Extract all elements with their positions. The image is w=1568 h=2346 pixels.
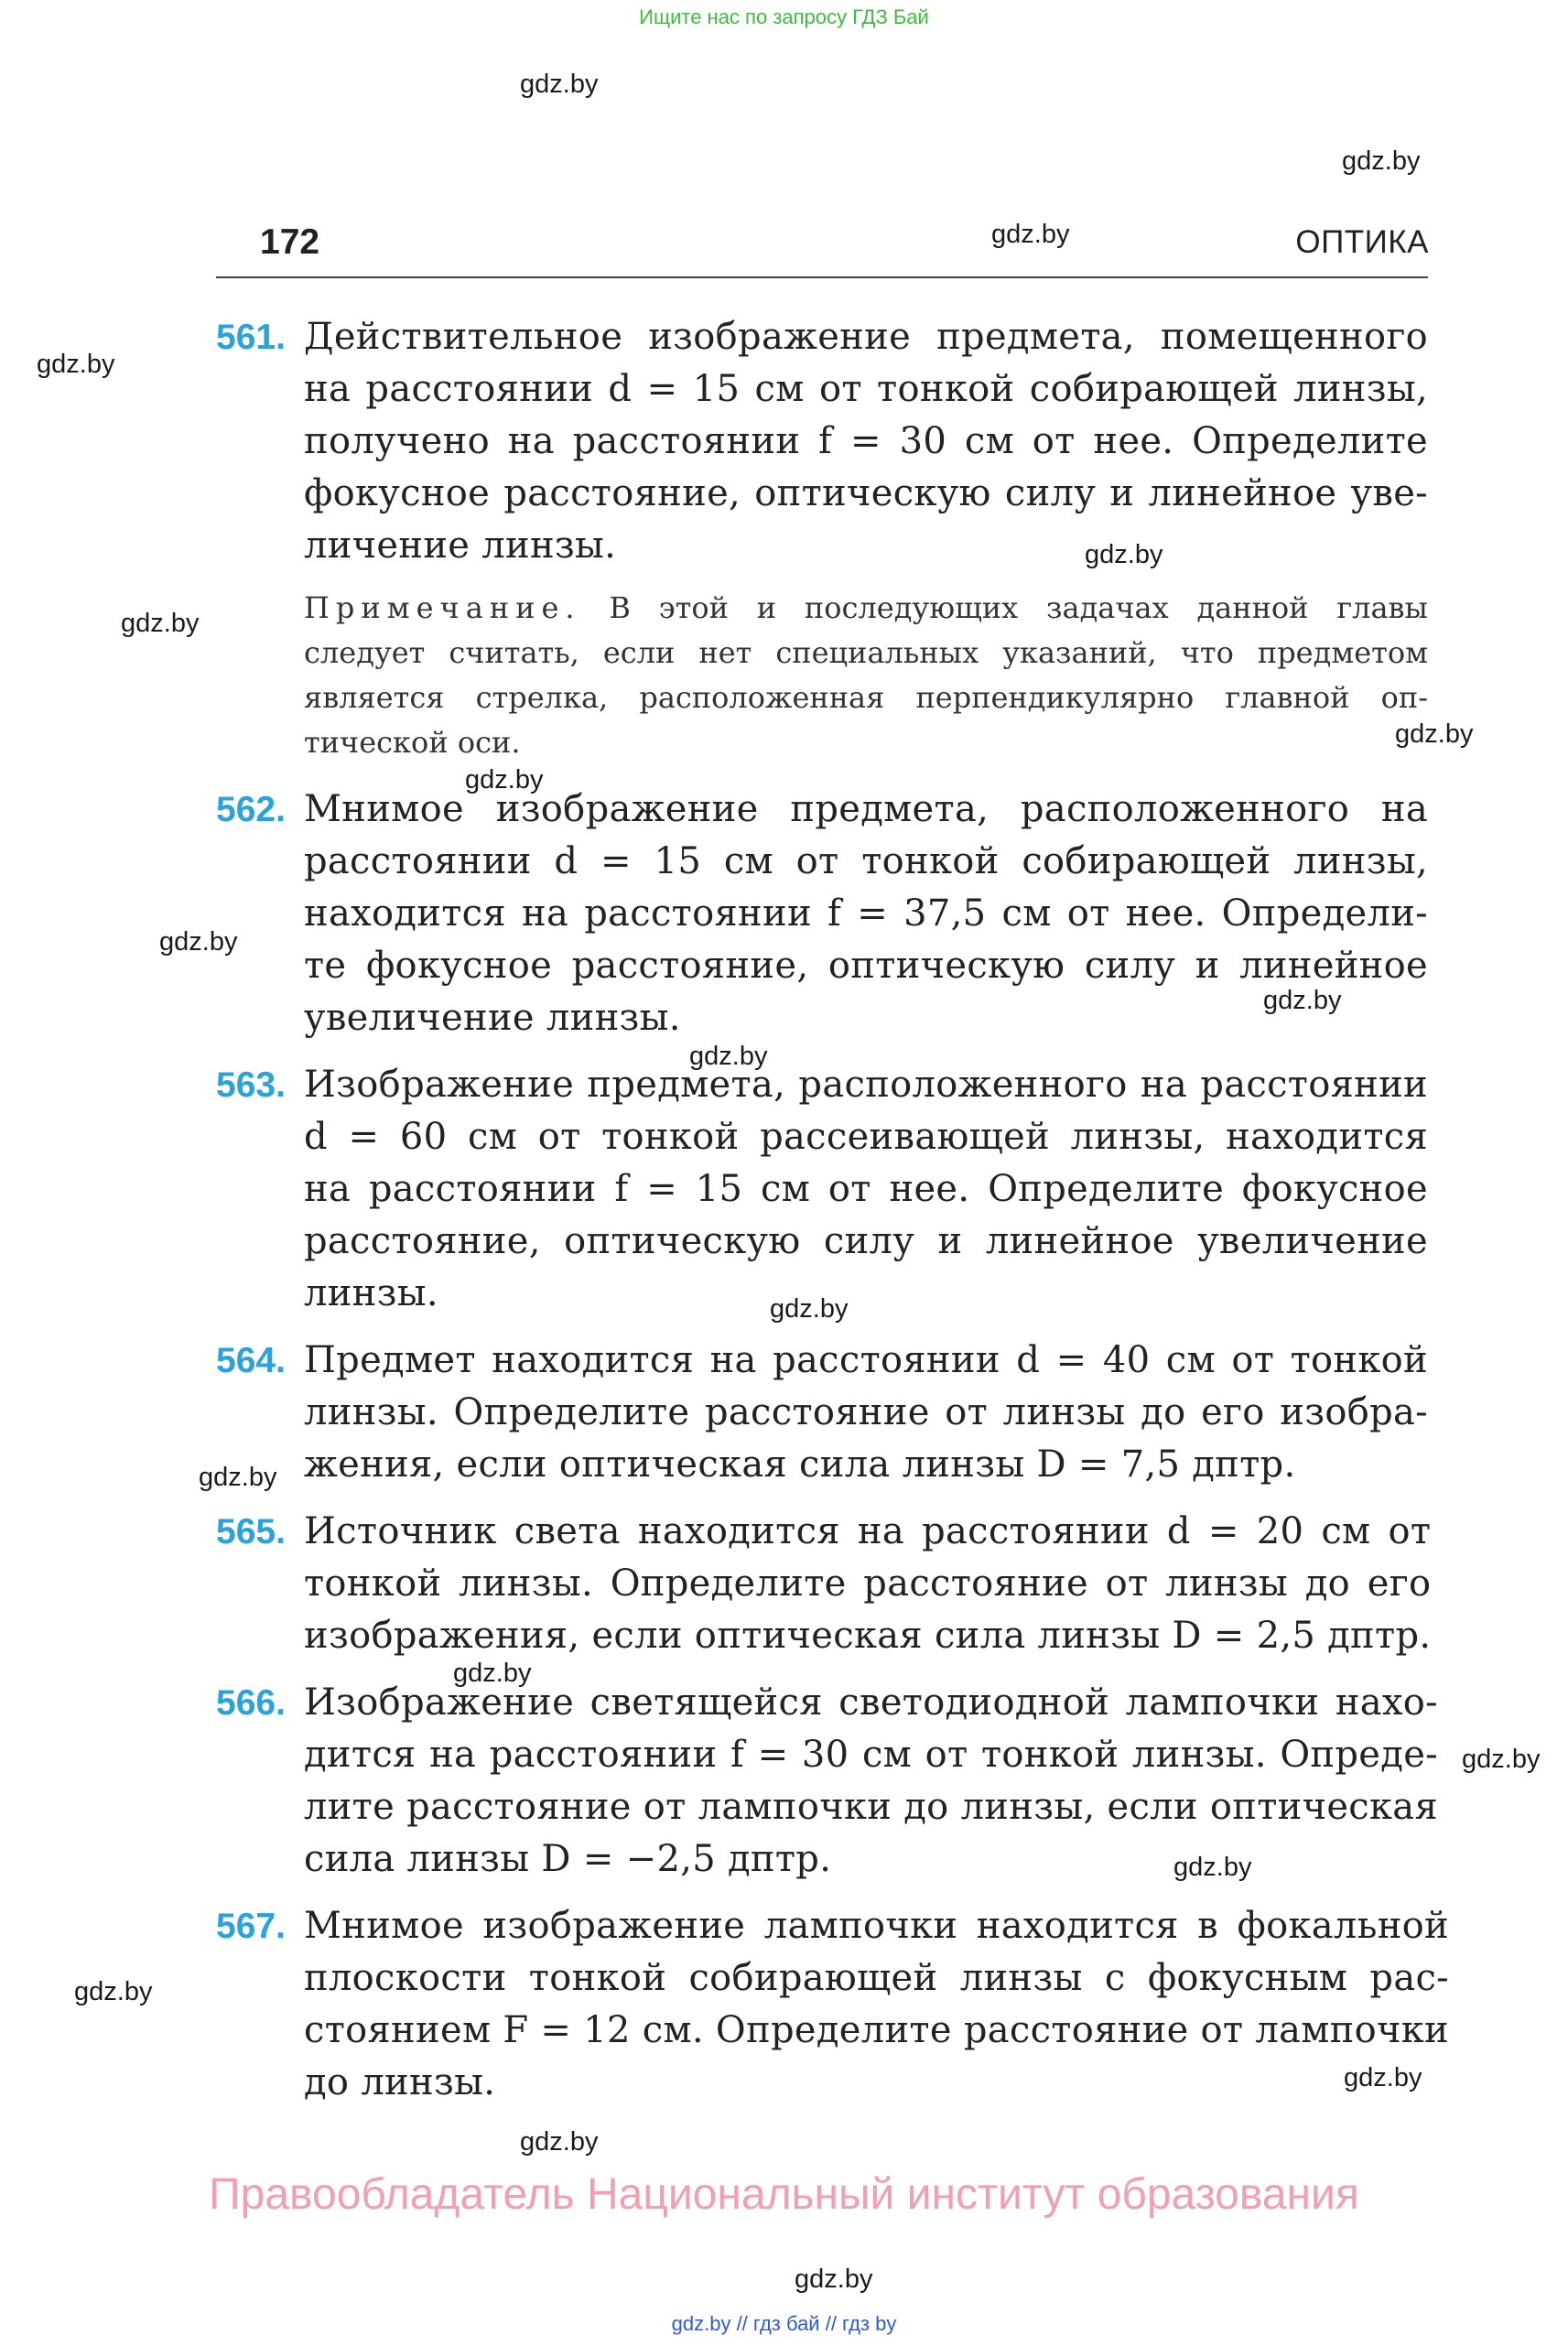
copyright-owner: Правообладатель Национальный институт образования <box>209 2170 1359 2219</box>
top-banner[interactable]: Ищите нас по запросу ГДЗ Бай <box>639 5 929 28</box>
text-line: расстоянии d = 15 см от тонкой собирающей линзы, <box>304 840 1428 882</box>
note-line <box>304 586 1428 631</box>
watermark: gdz.by <box>1173 1853 1252 1882</box>
watermark: gdz.by <box>520 70 599 99</box>
note-line: тической оси. <box>304 725 521 760</box>
text-line: жения, если оптическая сила линзы D = 7,5 дптр. <box>304 1443 1296 1486</box>
text-line: плоскости тонкой собирающей линзы с фокусным рас- <box>304 1957 1449 1999</box>
problem-number: 567. <box>216 1907 286 1946</box>
problem-562 <box>216 784 1428 1044</box>
problem-565 <box>216 1506 1432 1662</box>
watermark: gdz.by <box>199 1463 277 1492</box>
text-line: на расстоянии d = 15 см от тонкой собирающей линзы, <box>304 368 1428 410</box>
text-line: Мнимое изображение лампочки находится в фокальной <box>304 1905 1449 1947</box>
problem-number: 566. <box>216 1683 286 1723</box>
watermark: gdz.by <box>795 2265 873 2294</box>
problem-number: 562. <box>216 790 286 829</box>
text-line: личение линзы. <box>304 524 617 567</box>
watermark: gdz.by <box>453 1659 532 1688</box>
page-number: 172 <box>260 222 320 262</box>
watermark: gdz.by <box>1344 2063 1422 2092</box>
text-line: стоянием F = 12 см. Определите расстояние от лампочки <box>304 2009 1449 2051</box>
problem-564 <box>216 1335 1428 1491</box>
watermark: gdz.by <box>1263 986 1342 1015</box>
text-line: до линзы. <box>304 2061 496 2103</box>
text-line: получено на расстоянии f = 30 см от нее. Определите <box>304 420 1428 462</box>
note-label: Примечание. <box>304 590 581 625</box>
problem-text <box>304 1059 1428 1320</box>
section-title: ОПТИКА <box>1295 224 1429 260</box>
watermark: gdz.by <box>1342 146 1421 176</box>
text-line: Изображение предмета, расположенного на расстоянии <box>304 1064 1428 1106</box>
text-line: те фокусное расстояние, оптическую силу и линейное <box>304 945 1428 987</box>
text-line: линзы. Определите расстояние от линзы до его изобра- <box>304 1391 1428 1433</box>
problem-number: 563. <box>216 1065 286 1105</box>
text-line: находится на расстоянии f = 37,5 см от нее. Определи- <box>304 892 1428 935</box>
text-line: дится на расстоянии f = 30 см от тонкой линзы. Опреде- <box>304 1734 1438 1776</box>
text-line: Изображение светящейся светодиодной лампочки нахо- <box>304 1681 1438 1724</box>
watermark: gdz.by <box>689 1042 768 1071</box>
text-line: увеличение линзы. <box>304 997 681 1039</box>
text-line: на расстоянии f = 15 см от нее. Определите фокусное <box>304 1168 1428 1210</box>
problem-text <box>304 784 1428 1044</box>
note <box>304 586 1428 765</box>
problem-number: 564. <box>216 1341 286 1380</box>
text-line: тонкой линзы. Определите расстояние от линзы до его <box>304 1562 1432 1605</box>
text-line: линзы. <box>304 1272 438 1314</box>
bottom-links[interactable]: gdz.by // гдз бай // гдз by <box>671 2312 897 2335</box>
problem-number: 565. <box>216 1512 286 1551</box>
watermark: gdz.by <box>37 350 115 379</box>
problem-text <box>304 1335 1428 1491</box>
problem-561 <box>216 311 1428 572</box>
problem-text <box>304 311 1428 572</box>
text-line: фокусное расстояние, оптическую силу и линейное уве- <box>304 472 1428 514</box>
watermark: gdz.by <box>770 1294 849 1324</box>
problem-text <box>304 1900 1449 2109</box>
problem-563 <box>216 1059 1428 1320</box>
text-line: d = 60 см от тонкой рассеивающей линзы, находится <box>304 1116 1428 1158</box>
watermark: gdz.by <box>465 765 544 795</box>
problem-text <box>304 1506 1431 1662</box>
note-line: следует считать, если нет специальных указаний, что предметом <box>304 635 1428 670</box>
problem-567 <box>216 1900 1449 2109</box>
watermark: gdz.by <box>520 2127 599 2157</box>
watermark: gdz.by <box>121 609 200 638</box>
note-line: является стрелка, расположенная перпендикулярно главной оп- <box>304 680 1428 715</box>
text-line: Источник света находится на расстоянии d = 20 см от <box>304 1510 1432 1552</box>
problem-566 <box>216 1677 1438 1886</box>
note-text: В этой и последующих задачах данной главы <box>580 590 1428 625</box>
header-rule <box>216 276 1428 278</box>
watermark: gdz.by <box>991 220 1070 249</box>
watermark: gdz.by <box>74 1977 153 2006</box>
text-line: Предмет находится на расстоянии d = 40 см от тонкой <box>304 1339 1428 1381</box>
text-line: сила линзы D = −2,5 дптр. <box>304 1838 832 1880</box>
watermark: gdz.by <box>1462 1745 1541 1774</box>
watermark: gdz.by <box>1395 719 1474 749</box>
text-line: лите расстояние от лампочки до линзы, если оптическая <box>304 1786 1438 1828</box>
problem-number: 561. <box>216 318 286 357</box>
watermark: gdz.by <box>159 927 238 957</box>
text-line: Мнимое изображение предмета, расположенного на <box>304 788 1428 830</box>
problem-text <box>304 1677 1438 1886</box>
watermark: gdz.by <box>1085 540 1163 569</box>
text-line: Действительное изображение предмета, помещенного <box>304 316 1428 358</box>
text-line: изображения, если оптическая сила линзы D = 2,5 дптр. <box>304 1615 1432 1657</box>
text-line: расстояние, оптическую силу и линейное увеличение <box>304 1220 1428 1262</box>
